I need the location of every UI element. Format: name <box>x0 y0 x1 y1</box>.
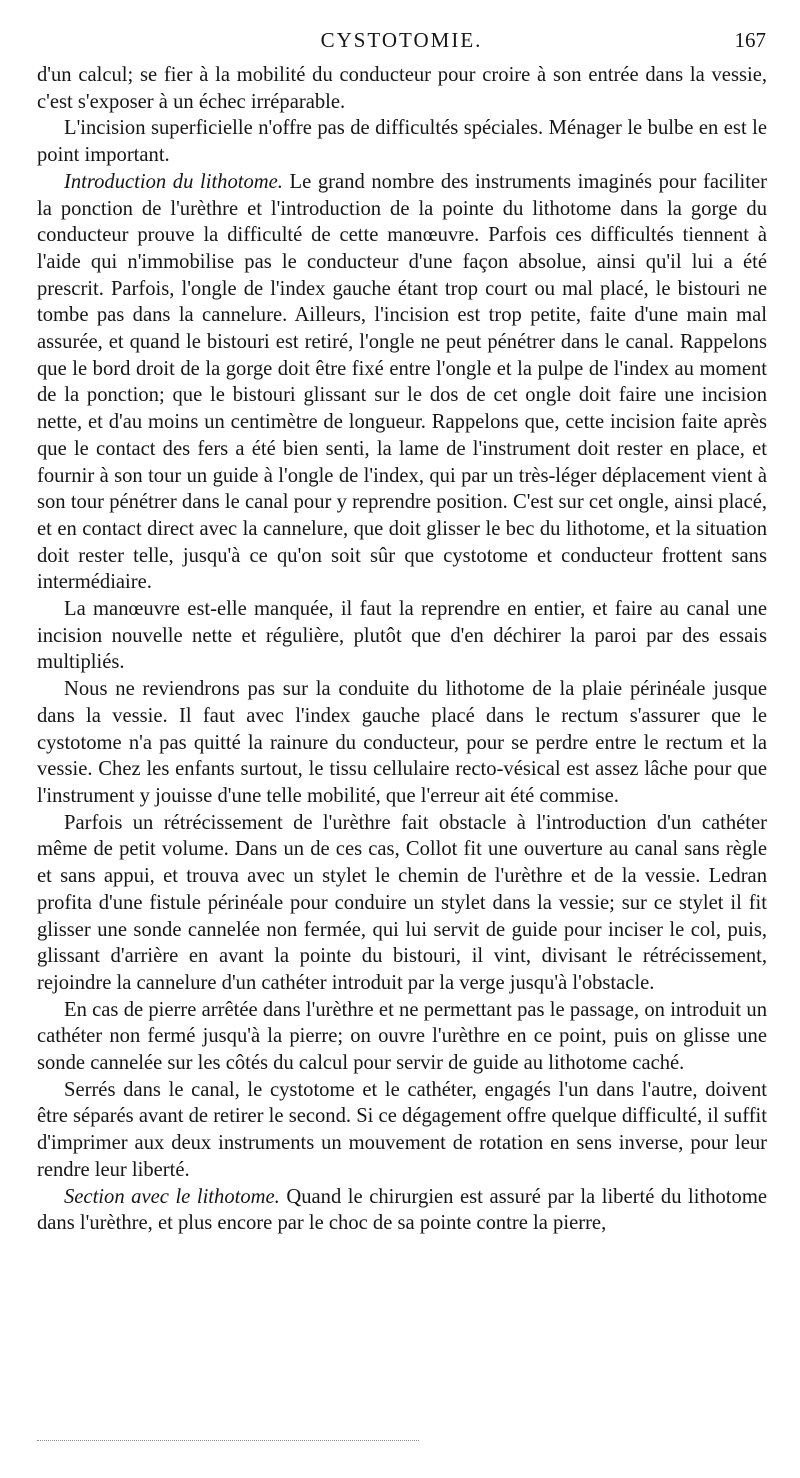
paragraph-text: En cas de pierre arrêtée dans l'urèthre et ne permettant pas le passage, on introduit un cathéter non fermé jusqu'à la pierre; on ouvre l'urèthre en ce point, puis on glisse une sonde cannelée sur les côtés du calcul pour servir de guide au lithotome caché. <box>37 998 767 1075</box>
paragraph-3 <box>37 169 767 596</box>
paragraph-text: Le grand nombre des instruments imaginés pour faciliter la ponction de l'urèthre et l'introduction de la pointe du lithotome dans la gorge du conducteur prouve la difficulté de cette manœuvre. Parfois ces difficultés tiennent à l'aide qui n'immobilise pas le conducteur d'une façon absolue, ainsi qu'il lui a été prescrit. Parfois, l'ongle de l'index gauche étant trop court ou mal placé, le bistouri ne tombe pas dans la cannelure. Ailleurs, l'incision est trop petite, faite d'une main mal assurée, et quand le bistouri est retiré, l'ongle ne peut pénétrer dans le canal. Rappelons que le bord droit de la gorge doit être fixé entre l'ongle et la pulpe de l'index au moment de la ponction; que le bistouri glissant sur le dos de cet ongle doit faire une incision nette, et d'au moins un centimètre de longueur. Rappelons que, cette incision faite après que le contact des fers a été bien senti, la lame de l'instrument doit rester en place, et fournir à son tour un guide à l'ongle de l'index, qui par un très-léger déplacement vient à son tour pénétrer dans le canal pour y reprendre position. C'est sur cet ongle, ainsi placé, et en contact direct avec la cannelure, que doit glisser le bec du lithotome, et la situation doit rester telle, jusqu'à ce qu'on soit sûr que cystotome et conducteur frottent sans intermédiaire. <box>37 170 767 594</box>
paragraph-4 <box>37 596 767 676</box>
section-heading-introduction: Introduction du lithotome. <box>64 170 283 193</box>
paragraph-7 <box>37 997 767 1077</box>
section-heading-section: Section avec le lithotome. <box>64 1185 280 1208</box>
paragraph-2 <box>37 115 767 168</box>
running-head <box>37 28 766 60</box>
paragraph-text: L'incision superficielle n'offre pas de difficultés spéciales. Ménager le bulbe en est le point important. <box>37 117 767 167</box>
footer-dotted-rule <box>37 1440 419 1441</box>
paragraph-text: Parfois un rétrécissement de l'urèthre fait obstacle à l'introduction d'un cathéter même de petit volume. Dans un de ces cas, Collot fit une ouverture au canal sans règle et sans appui, et trouva avec un stylet le chemin de l'urèthre et de la vessie. Ledran profita d'une fistule périnéale pour conduire un stylet dans la vessie; sur ce stylet il fit glisser une sonde cannelée non fermée, qui lui servit de guide pour inciser le col, puis, glissant d'arrière en avant la pointe du bistouri, il vint, divisant le rétrécissement, rejoindre la cannelure d'un cathéter introduit par la verge jusqu'à l'obstacle. <box>37 811 767 994</box>
paragraph-5 <box>37 676 767 810</box>
paragraph-6 <box>37 810 767 997</box>
page-number: 167 <box>734 28 766 52</box>
paragraph-text: La manœuvre est-elle manquée, il faut la reprendre en entier, et faire au canal une incision nouvelle nette et régulière, plutôt que d'en déchirer la paroi par des essais multipliés. <box>37 598 767 674</box>
paragraph-text: Nous ne reviendrons pas sur la conduite du lithotome de la plaie périnéale jusque dans la vessie. Il faut avec l'index gauche placé dans le rectum s'assurer que le cystotome n'a pas quitté la rainure du conducteur, pour se perdre entre le rectum et la vessie. Chez les enfants surtout, le tissu cellulaire recto-vésical est assez lâche pour que l'instrument y jouisse d'une telle mobilité, que l'erreur ait été commise. <box>37 678 767 807</box>
paragraph-text: Quand le chirurgien est assuré par la liberté du lithotome dans l'urèthre, et plus encore par le choc de sa pointe contre la pierre, <box>37 1185 767 1235</box>
body-text <box>37 62 767 1237</box>
paragraph-1 <box>37 62 767 115</box>
running-title: CYSTOTOMIE. <box>320 28 483 52</box>
paragraph-text: d'un calcul; se fier à la mobilité du conducteur pour croire à son entrée dans la vessie, c'est s'exposer à un échec irréparable. <box>37 64 767 113</box>
paragraph-9 <box>37 1184 767 1237</box>
paragraph-text: Serrés dans le canal, le cystotome et le cathéter, engagés l'un dans l'autre, doivent être séparés avant de retirer le second. Si ce dégagement offre quelque difficulté, il suffit d'imprimer aux deux instruments un mouvement de rotation en sens inverse, pour leur rendre leur liberté. <box>37 1078 767 1181</box>
paragraph-8 <box>37 1077 767 1184</box>
